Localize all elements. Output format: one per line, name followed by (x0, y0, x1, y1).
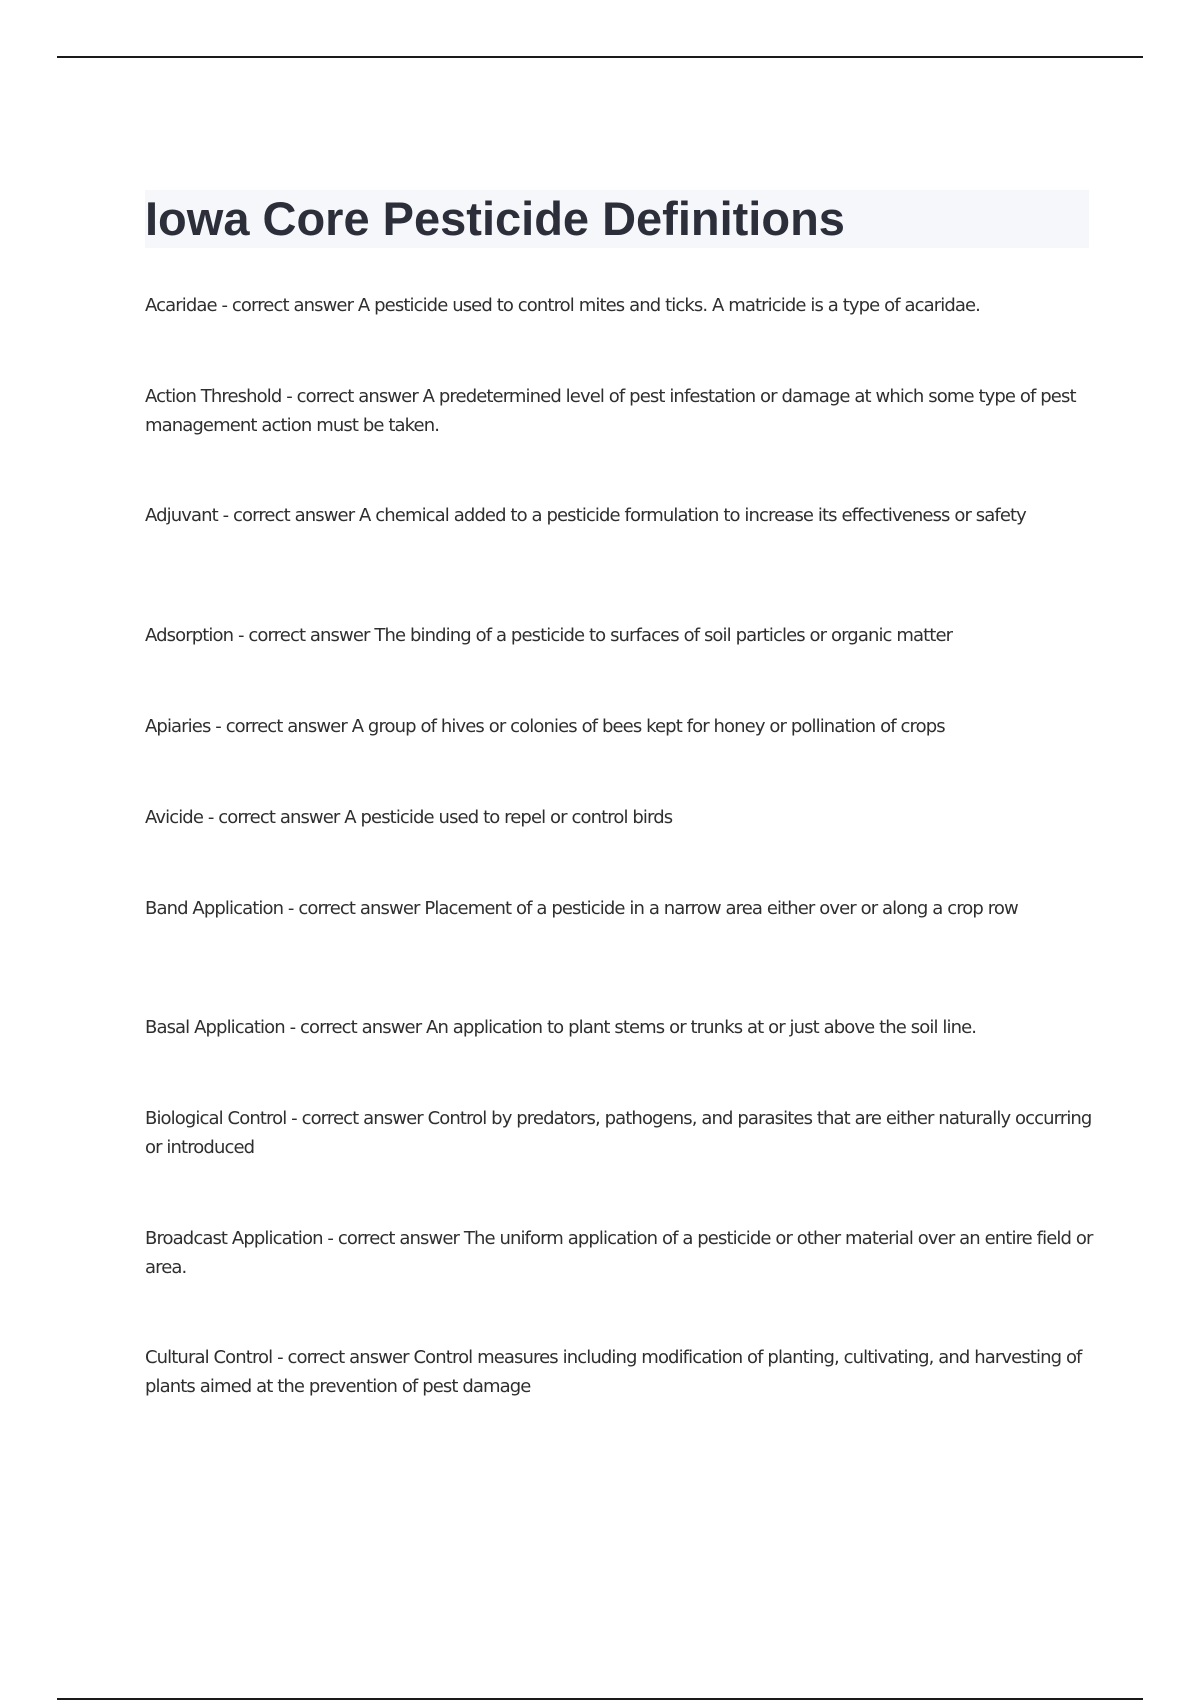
definition-term: Biological Control (145, 1108, 287, 1129)
definition-term: Adjuvant (145, 505, 218, 526)
definition-term: Action Threshold (145, 386, 282, 407)
definition-text: Control by predators, pathogens, and parasites that are either naturally occurring or introduced (145, 1108, 1092, 1158)
definition-text: Control measures including modification of planting, cultivating, and harvesting of plants aimed at the prevention of pest damage (145, 1347, 1082, 1397)
definition-item (145, 712, 1095, 741)
definition-text: A pesticide used to repel or control birds (344, 807, 673, 828)
separator: - (283, 898, 299, 919)
page-title: Iowa Core Pesticide Definitions (145, 192, 845, 245)
definition-term: Basal Application (145, 1017, 285, 1038)
definition-item (145, 1013, 1095, 1042)
separator: - (233, 625, 249, 646)
answer-prefix: correct answer (296, 386, 418, 407)
definition-term: Apiaries (145, 716, 211, 737)
separator: - (216, 295, 232, 316)
definition-text: The uniform application of a pesticide or other material over an entire field or area. (145, 1228, 1093, 1278)
top-rule (57, 56, 1143, 58)
definition-term: Adsorption (145, 625, 234, 646)
separator: - (272, 1347, 288, 1368)
definition-text: The binding of a pesticide to surfaces of soil particles or organic matter (374, 625, 953, 646)
definition-term: Broadcast Application (145, 1228, 323, 1249)
separator: - (210, 716, 226, 737)
definition-item (145, 803, 1095, 832)
definition-term: Acaridae (145, 295, 217, 316)
definition-item (145, 382, 1095, 440)
definition-term: Cultural Control (145, 1347, 273, 1368)
answer-prefix: correct answer (218, 807, 340, 828)
definition-text: An application to plant stems or trunks at or just above the soil line. (426, 1017, 977, 1038)
answer-prefix: correct answer (233, 505, 355, 526)
answer-prefix: correct answer (301, 1108, 423, 1129)
answer-prefix: correct answer (248, 625, 370, 646)
definition-item (145, 1343, 1095, 1401)
separator: - (286, 1108, 302, 1129)
separator: - (322, 1228, 338, 1249)
definition-item (145, 894, 1095, 923)
answer-prefix: correct answer (300, 1017, 422, 1038)
separator: - (281, 386, 297, 407)
definition-text: Placement of a pesticide in a narrow area either over or along a crop row (424, 898, 1018, 919)
answer-prefix: correct answer (225, 716, 347, 737)
separator: - (217, 505, 234, 526)
answer-prefix: correct answer (287, 1347, 409, 1368)
definition-term: Avicide (145, 807, 204, 828)
definition-item (145, 621, 1095, 650)
definition-term: Band Application (145, 898, 284, 919)
definition-item (145, 501, 1095, 530)
definition-text: A group of hives or colonies of bees kept for honey or pollination of crops (351, 716, 945, 737)
definition-text: A chemical added to a pesticide formulation to increase its effectiveness or safety (359, 505, 1026, 526)
separator: - (284, 1017, 301, 1038)
definition-item (145, 1224, 1095, 1282)
answer-prefix: correct answer (298, 898, 420, 919)
separator: - (203, 807, 219, 828)
definition-item (145, 291, 1095, 320)
answer-prefix: correct answer (337, 1228, 460, 1249)
definition-text: A pesticide used to control mites and ticks. A matricide is a type of acaridae. (357, 295, 981, 316)
definition-item (145, 1104, 1095, 1162)
answer-prefix: correct answer (231, 295, 354, 316)
definition-text: A predetermined level of pest infestation or damage at which some type of pest management action must be taken. (145, 386, 1076, 436)
